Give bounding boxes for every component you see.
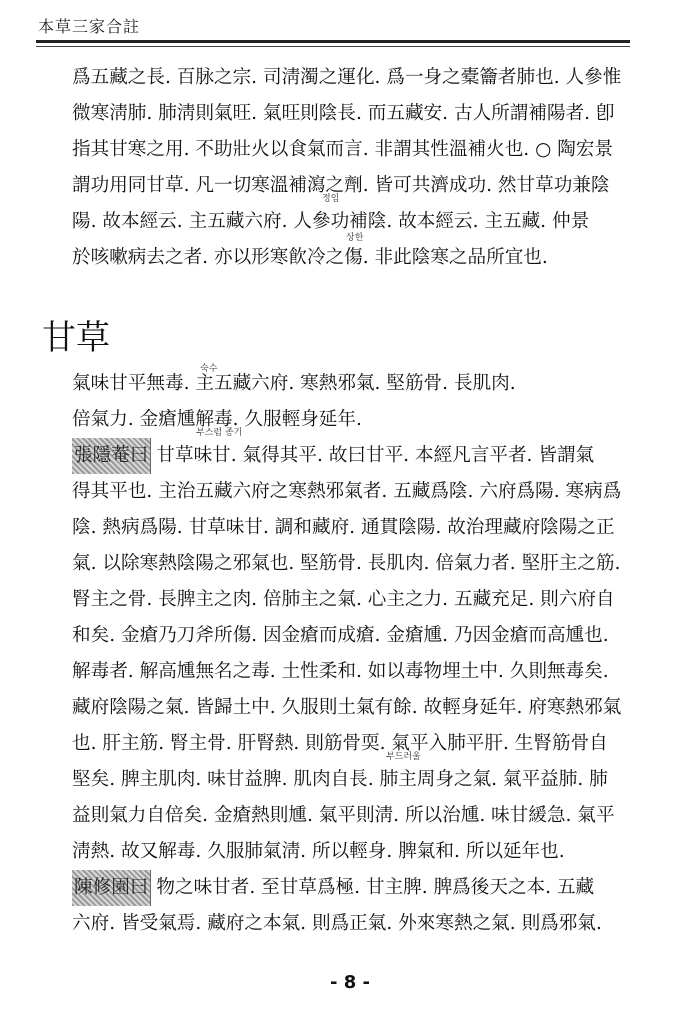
text-line: 微寒淸肺. 肺淸則氣旺. 氣旺則陰長. 而五藏安. 古人所謂補陽者. 卽 [72,103,615,124]
text-line: 藏府陰陽之氣. 皆歸土中. 久服則土氣有餘. 故輕身延年. 府寒熱邪氣 [72,697,622,718]
text-line: 指其甘寒之用. 不助壯火以食氣而言. 非謂其性溫補火也. ○ 陶宏景 [72,139,614,160]
text-line: 六府. 皆受氣焉. 藏府之本氣. 則爲正氣. 外來寒熱之氣. 則爲邪氣. [72,913,602,934]
text-line: 氣. 以除寒熱陰陽之邪氣也. 堅筋骨. 長肌肉. 倍氣力者. 堅肝主之筋. [72,553,621,574]
top-paragraph [72,60,642,276]
commentary-zhang [72,438,642,870]
original-text [72,366,642,438]
text-line: 倍氣力. 金瘡尰解毒. 久服輕身延年. [72,409,362,430]
commentary-chen [72,870,642,942]
header-rule-thin [36,46,630,47]
header-rule-thick [36,40,630,43]
page-number: - 8 - [330,972,370,993]
text-line: 和矣. 金瘡乃刀斧所傷. 因金瘡而成瘡. 金瘡尰. 乃因金瘡而高尰也. [72,625,609,646]
text-line: 也. 肝主筋. 腎主骨. 肝腎熱. 則筋骨耎. 氣平入肺平肝. 生腎筋骨自 [72,733,608,754]
text-line: 氣味甘平無毒. 主五藏六府. 寒熱邪氣. 堅筋骨. 長肌肉. [72,373,516,394]
text-line: 陰. 熱病爲陽. 甘草味甘. 調和藏府. 通貫陰陽. 故治理藏府陰陽之正 [72,517,615,538]
running-header: 本草三家合註 [38,17,141,36]
text-line: 爲五藏之長. 百脉之宗. 司淸濁之運化. 爲一身之橐籥者肺也. 人參惟 [72,67,622,88]
handwritten-annotation: 숙수 [200,364,218,374]
text-line: 益則氣力自倍矣. 金瘡熱則尰. 氣平則淸. 所以治尰. 味甘緩急. 氣平 [72,805,615,826]
commentary-text: 甘草味甘. 氣得其平. 故曰甘平. 本經凡言平者. 皆謂氣 [156,445,595,466]
handwritten-annotation: 정임 [322,194,340,204]
commentator-label: 陳修園曰 [72,870,150,906]
text-line: 堅矣. 脾主肌肉. 味甘益脾. 肌肉自長. 肺主周身之氣. 氣平益肺. 肺 [72,769,608,790]
commentary-first-line [72,870,642,906]
text-line: 謂功用同甘草. 凡一切寒溫補瀉之劑. 皆可共濟成功. 然甘草功兼陰 [72,175,610,196]
commentary-text: 物之味甘者. 至甘草爲極. 甘主脾. 脾爲後天之本. 五藏 [156,877,595,898]
commentary-first-line [72,438,642,474]
section-title: 甘草 [42,318,110,358]
handwritten-annotation: 부드러울 [386,752,421,762]
text-line: 解毒者. 解高尰無名之毒. 土性柔和. 如以毒物埋土中. 久則無毒矣. [72,661,609,682]
handwritten-annotation: 상한 [346,233,364,243]
text-line: 淸熱. 故又解毒. 久服肺氣淸. 所以輕身. 脾氣和. 所以延年也. [72,841,565,862]
text-line: 腎主之骨. 長脾主之肉. 倍肺主之氣. 心主之力. 五藏充足. 則六府自 [72,589,615,610]
commentator-label: 張隱菴曰 [72,438,150,474]
text-line: 得其平也. 主治五藏六府之寒熱邪氣者. 五藏爲陰. 六府爲陽. 寒病爲 [72,481,622,502]
text-line: 陽. 故本經云. 主五藏六府. 人參功補陰. 故本經云. 主五藏. 仲景 [72,211,590,232]
text-line: 於咳嗽病去之者. 亦以形寒飮冷之傷. 非此陰寒之品所宜也. [72,247,548,268]
handwritten-annotation: 부스럼 종기 [196,428,243,438]
